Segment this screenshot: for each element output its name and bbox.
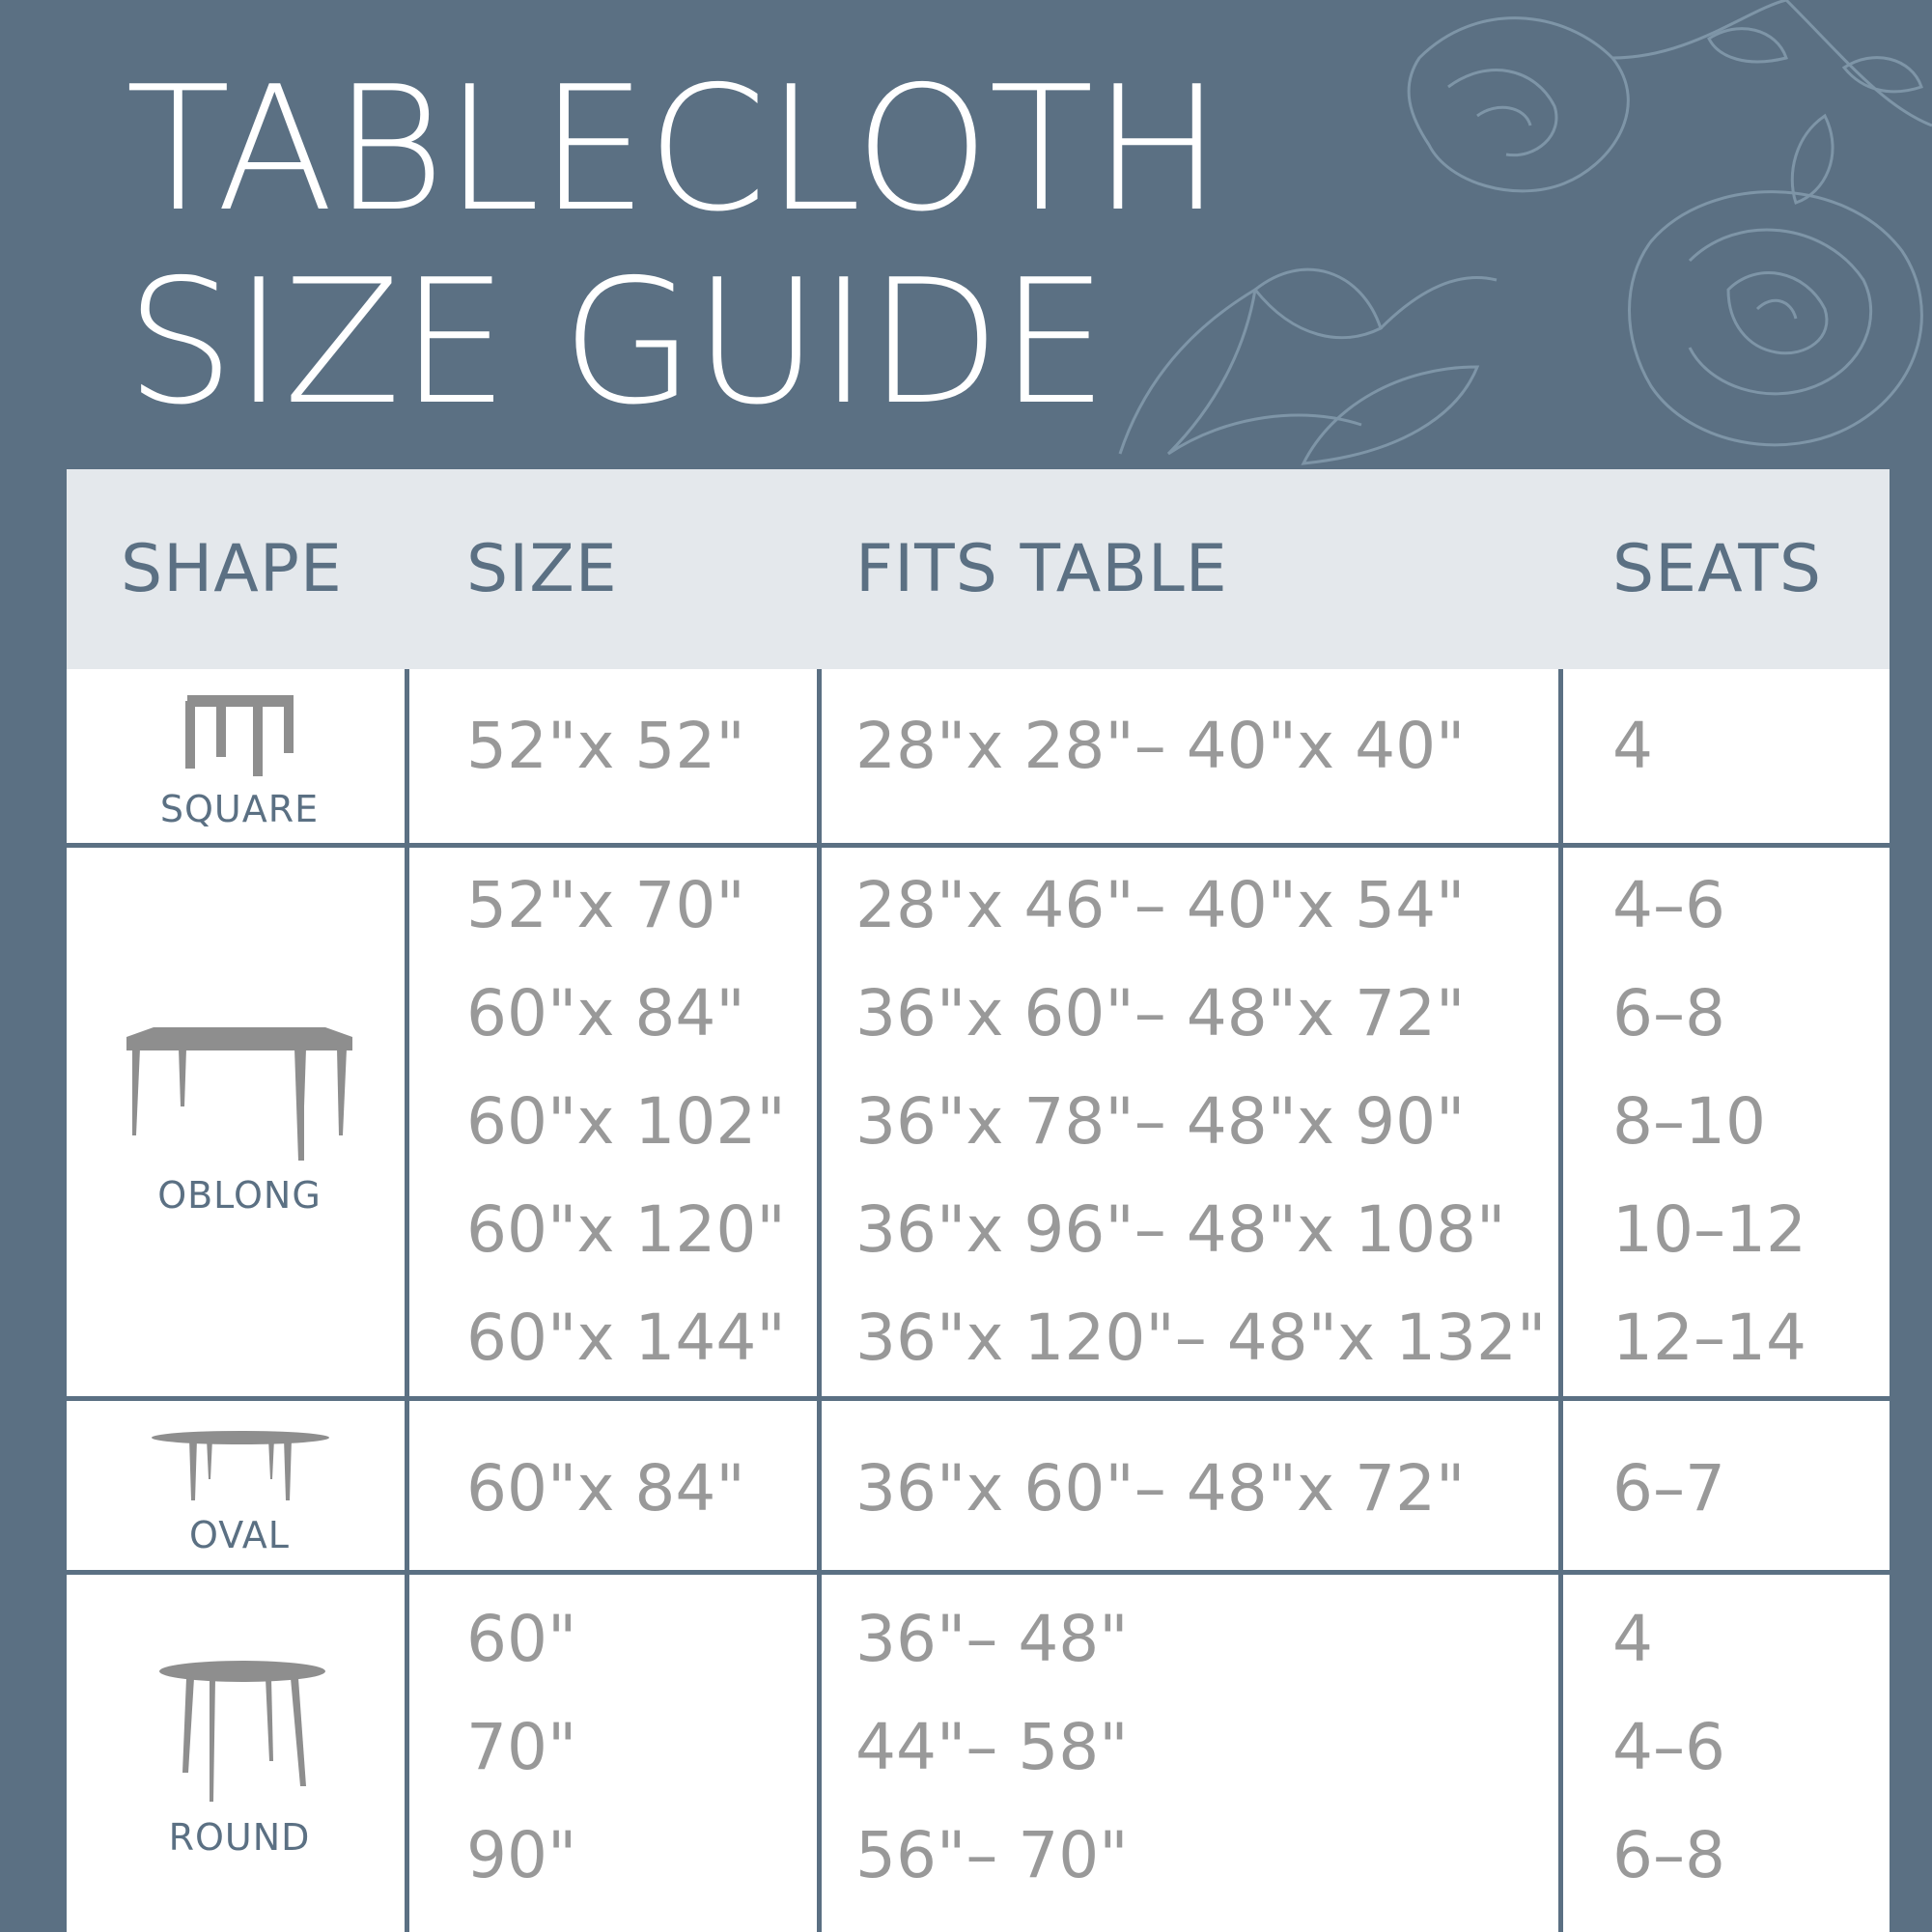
column-divider (405, 669, 409, 1932)
oblong-fits-4: 36"x 96"– 48"x 108" (855, 1192, 1506, 1267)
oblong-table-icon (125, 1027, 356, 1172)
shape-label-oblong: OBLONG (157, 1174, 322, 1217)
header-shape: SHAPE (121, 531, 343, 607)
round-table-icon (157, 1661, 331, 1806)
shape-label-round: ROUND (168, 1816, 311, 1859)
oval-seats-1: 6–7 (1612, 1451, 1725, 1526)
page-title (126, 49, 1221, 442)
oblong-size-1: 52"x 70" (466, 868, 745, 942)
oblong-fits-2: 36"x 60"– 48"x 72" (855, 976, 1466, 1050)
title-line-1: TABLECLOTH (126, 49, 1221, 249)
oblong-fits-3: 36"x 78"– 48"x 90" (855, 1084, 1466, 1159)
oblong-size-5: 60"x 144" (466, 1301, 786, 1375)
square-size-1: 52"x 52" (466, 709, 745, 783)
floral-illustration (1110, 0, 1932, 473)
square-fits-1: 28"x 28"– 40"x 40" (855, 709, 1466, 783)
oblong-size-2: 60"x 84" (466, 976, 745, 1050)
oval-size-1: 60"x 84" (466, 1451, 745, 1526)
oval-fits-1: 36"x 60"– 48"x 72" (855, 1451, 1466, 1526)
oblong-seats-5: 12–14 (1612, 1301, 1806, 1375)
round-size-2: 70" (466, 1710, 577, 1784)
size-guide-table (67, 469, 1890, 1932)
oblong-seats-4: 10–12 (1612, 1192, 1806, 1267)
oblong-fits-1: 28"x 46"– 40"x 54" (855, 868, 1466, 942)
oblong-seats-2: 6–8 (1612, 976, 1725, 1050)
round-fits-2: 44"– 58" (855, 1710, 1129, 1784)
header-fits-table: FITS TABLE (855, 531, 1228, 607)
oblong-fits-5: 36"x 120"– 48"x 132" (855, 1301, 1547, 1375)
header-size: SIZE (466, 531, 618, 607)
header-seats: SEATS (1612, 531, 1823, 607)
round-seats-3: 6–8 (1612, 1818, 1725, 1892)
square-seats-1: 4 (1612, 709, 1653, 783)
row-divider (67, 843, 1890, 848)
column-divider (1558, 669, 1563, 1932)
round-fits-1: 36"– 48" (855, 1602, 1129, 1676)
round-size-1: 60" (466, 1602, 577, 1676)
round-size-3: 90" (466, 1818, 577, 1892)
shape-label-oval: OVAL (189, 1514, 290, 1556)
table-header (67, 469, 1890, 669)
oval-table-icon (149, 1431, 332, 1508)
square-table-icon (178, 695, 303, 792)
round-seats-2: 4–6 (1612, 1710, 1725, 1784)
round-seats-1: 4 (1612, 1602, 1653, 1676)
row-divider (67, 1570, 1890, 1575)
column-divider (817, 669, 822, 1932)
shape-label-square: SQUARE (159, 788, 320, 830)
oblong-size-3: 60"x 102" (466, 1084, 786, 1159)
oblong-seats-1: 4–6 (1612, 868, 1725, 942)
title-line-2: SIZE GUIDE (126, 242, 1107, 442)
round-fits-3: 56"– 70" (855, 1818, 1129, 1892)
oblong-size-4: 60"x 120" (466, 1192, 786, 1267)
row-divider (67, 1396, 1890, 1401)
oblong-seats-3: 8–10 (1612, 1084, 1766, 1159)
